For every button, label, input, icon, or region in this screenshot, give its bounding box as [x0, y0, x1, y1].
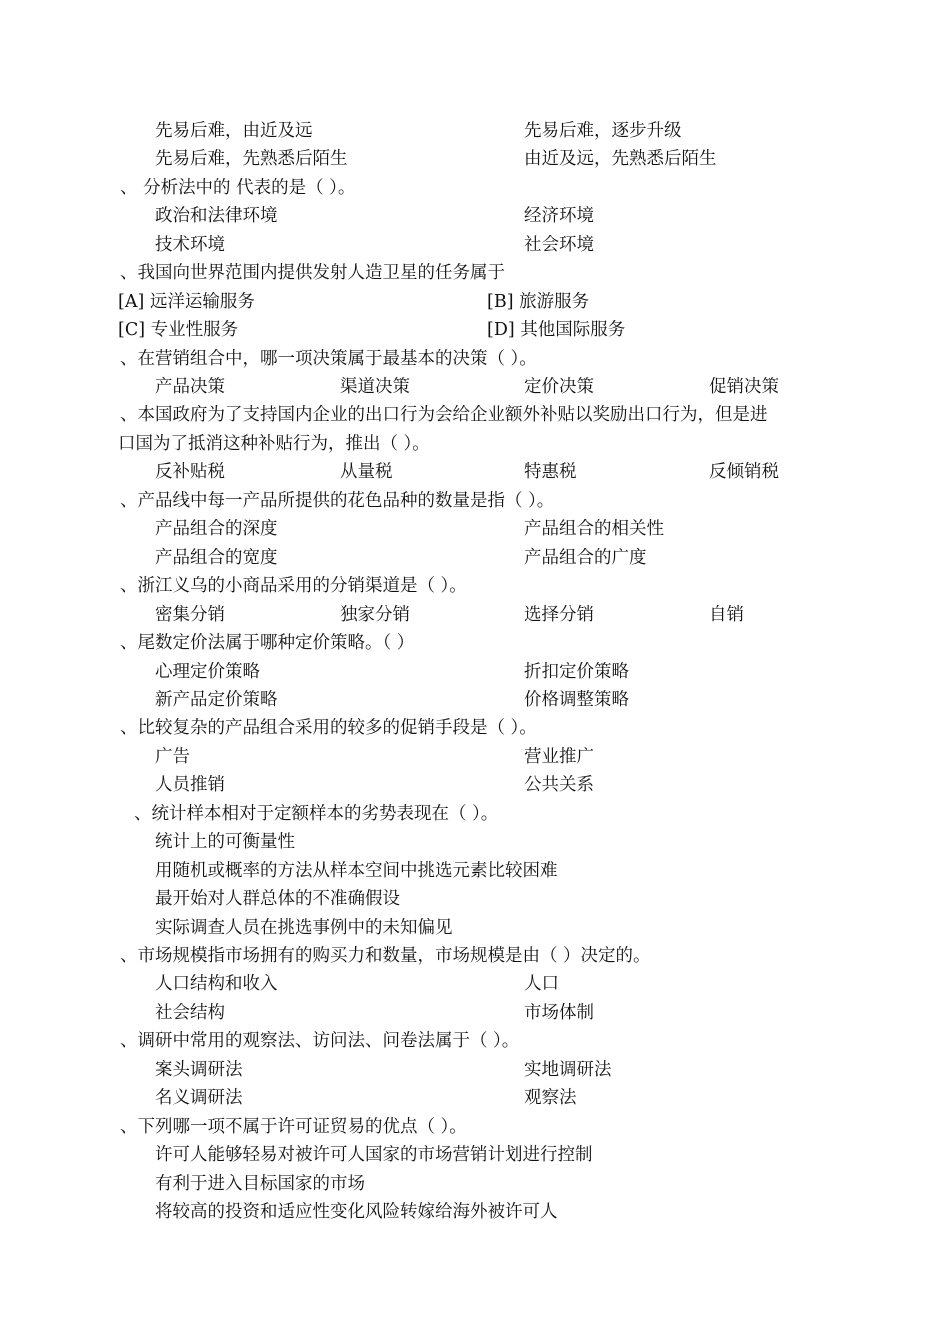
- option-a: 密集分销: [155, 605, 225, 625]
- option-d: 市场体制: [524, 1003, 594, 1023]
- question-text: 、本国政府为了支持国内企业的出口行为会给企业额外补贴以奖励出口行为，但是进: [120, 405, 768, 425]
- option-a: 产品决策: [155, 377, 225, 397]
- option-b: 独家分销: [340, 605, 410, 625]
- option-b: 经济环境: [524, 206, 594, 226]
- question-text: 、 分析法中的 代表的是（ ）。: [120, 178, 356, 198]
- option-d: 产品组合的广度: [524, 548, 647, 568]
- question-text: 、下列哪一项不属于许可证贸易的优点（ ）。: [120, 1117, 467, 1137]
- option-c: 定价决策: [524, 377, 594, 397]
- option-a: 反补贴税: [155, 462, 225, 482]
- option-b: 人口: [524, 974, 559, 994]
- option-c: 新产品定价策略: [155, 690, 278, 710]
- option-c: 名义调研法: [155, 1088, 243, 1108]
- option-c: 选择分销: [524, 605, 594, 625]
- option-c: 先易后难，先熟悉后陌生: [155, 149, 348, 169]
- option-d: 反倾销税: [709, 462, 779, 482]
- option-c: 将较高的投资和适应性变化风险转嫁给海外被许可人: [155, 1202, 558, 1222]
- option-b: 产品组合的相关性: [524, 519, 664, 539]
- option-a: 产品组合的深度: [155, 519, 278, 539]
- option-a: 统计上的可衡量性: [155, 832, 295, 852]
- option-a: 许可人能够轻易对被许可人国家的市场营销计划进行控制: [155, 1145, 593, 1165]
- question-text: 、我国向世界范围内提供发射人造卫星的任务属于: [120, 263, 505, 283]
- option-a: 心理定价策略: [155, 662, 260, 682]
- option-c: 特惠税: [524, 462, 577, 482]
- option-d: [D] 其他国际服务: [487, 320, 626, 340]
- question-text: 、统计样本相对于定额样本的劣势表现在（ ）。: [134, 804, 499, 824]
- question-text: 、市场规模指市场拥有的购买力和数量，市场规模是由（ ）决定的。: [120, 946, 651, 966]
- option-d: 社会环境: [524, 235, 594, 255]
- option-d: 自销: [709, 605, 744, 625]
- option-d: 价格调整策略: [524, 690, 629, 710]
- option-a: 案头调研法: [155, 1060, 243, 1080]
- question-text-continued: 口国为了抵消这种补贴行为，推出（ ）。: [118, 434, 430, 454]
- option-b: 从量税: [340, 462, 393, 482]
- option-c: 社会结构: [155, 1003, 225, 1023]
- question-text: 、浙江义乌的小商品采用的分销渠道是（ ）。: [120, 576, 467, 596]
- option-b: 有利于进入目标国家的市场: [155, 1174, 365, 1194]
- question-text: 、产品线中每一产品所提供的花色品种的数量是指（ ）。: [120, 491, 555, 511]
- option-d: 由近及远，先熟悉后陌生: [524, 149, 717, 169]
- option-c: 最开始对人群总体的不准确假设: [155, 889, 400, 909]
- question-text: 、尾数定价法属于哪种定价策略。（ ）: [120, 633, 415, 653]
- option-d: 实际调查人员在挑选事例中的未知偏见: [155, 918, 453, 938]
- option-b: 营业推广: [524, 747, 594, 767]
- option-c: 人员推销: [155, 775, 225, 795]
- option-c: 技术环境: [155, 235, 225, 255]
- option-a: 政治和法律环境: [155, 206, 278, 226]
- question-text: 、调研中常用的观察法、访问法、问卷法属于（ ）。: [120, 1031, 520, 1051]
- option-d: 促销决策: [709, 377, 779, 397]
- question-text: 、在营销组合中，哪一项决策属于最基本的决策（ ）。: [120, 349, 537, 369]
- option-b: 折扣定价策略: [524, 662, 629, 682]
- option-b: [B] 旅游服务: [487, 292, 590, 312]
- option-b: 实地调研法: [524, 1060, 612, 1080]
- option-d: 观察法: [524, 1088, 577, 1108]
- option-d: 公共关系: [524, 775, 594, 795]
- option-b: 用随机或概率的方法从样本空间中挑选元素比较困难: [155, 861, 558, 881]
- option-c: [C] 专业性服务: [118, 320, 239, 340]
- option-b: 渠道决策: [340, 377, 410, 397]
- option-a: 广告: [155, 747, 190, 767]
- option-a: 先易后难，由近及远: [155, 121, 313, 141]
- option-c: 产品组合的宽度: [155, 548, 278, 568]
- option-b: 先易后难，逐步升级: [524, 121, 682, 141]
- option-a: [A] 远洋运输服务: [118, 292, 255, 312]
- option-a: 人口结构和收入: [155, 974, 278, 994]
- question-text: 、比较复杂的产品组合采用的较多的促销手段是（ ）。: [120, 718, 537, 738]
